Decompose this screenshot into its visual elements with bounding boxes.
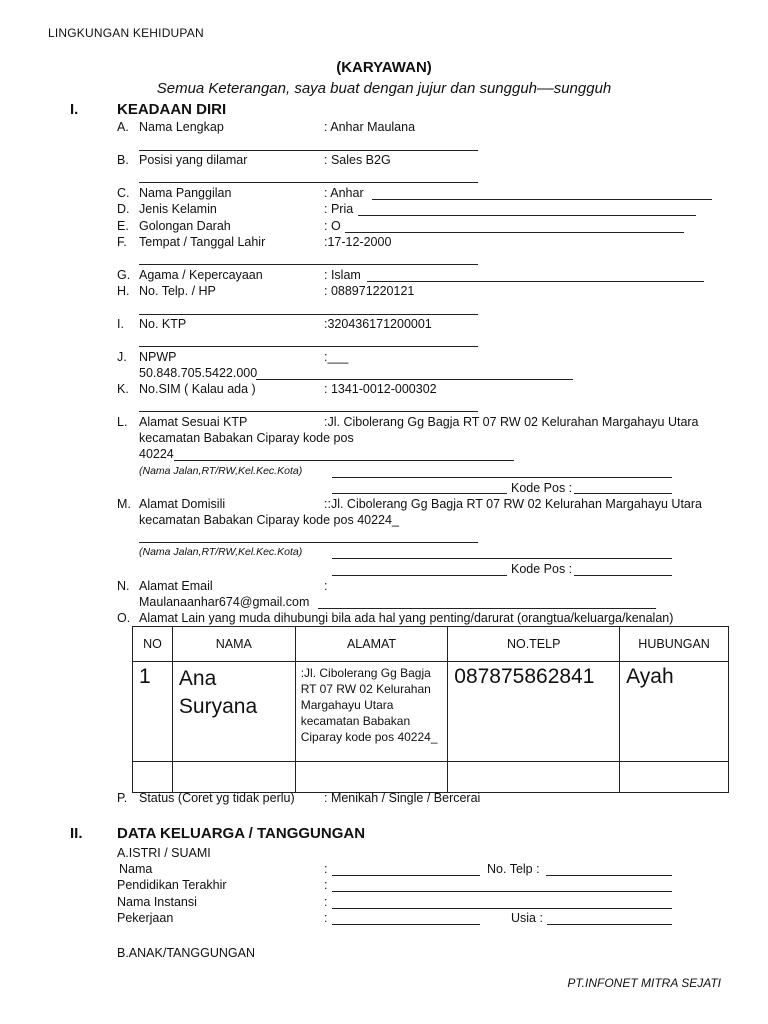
field-label-instansi: Nama Instansi bbox=[117, 895, 197, 909]
cell-hubungan: Ayah bbox=[620, 662, 729, 762]
row-letter: C. bbox=[117, 186, 130, 200]
row-letter: H. bbox=[117, 284, 130, 298]
underline bbox=[318, 608, 656, 609]
form-title: (KARYAWAN) bbox=[336, 59, 432, 76]
kode-pos-blank bbox=[574, 575, 672, 576]
section-title: KEADAAN DIRI bbox=[117, 101, 227, 118]
cell-empty bbox=[620, 762, 729, 793]
field-hint: (Nama Jalan,RT/RW,Kel.Kec.Kota) bbox=[139, 546, 303, 558]
field-label-email: Alamat Email bbox=[139, 579, 213, 593]
cell-telp: 087875862841 bbox=[448, 662, 620, 762]
cell-nama: Ana Suryana bbox=[172, 662, 295, 762]
form-subtitle: Semua Keterangan, saya buat dengan jujur dan sungguh––sungguh bbox=[156, 80, 612, 97]
field-label-nama-panggilan: Nama Panggilan bbox=[139, 186, 232, 200]
field-label-sim: No.SIM ( Kalau ada ) bbox=[139, 382, 256, 396]
underline bbox=[332, 891, 672, 892]
field-label-ktp: No. KTP bbox=[139, 317, 187, 331]
field-label-agama: Agama / Kepercayaan bbox=[139, 268, 263, 282]
cell-alamat: :Jl. Cibolerang Gg Bagja RT 07 RW 02 Kelurahan Margahayu Utara kecamatan Babakan Ciparay kode pos 40224_ bbox=[295, 662, 448, 762]
field-value-golongan-darah: : O bbox=[324, 219, 341, 233]
cell-empty bbox=[172, 762, 295, 793]
kode-pos-label: Kode Pos : bbox=[511, 481, 573, 495]
column-header: NO bbox=[133, 627, 173, 662]
row-letter: K. bbox=[117, 382, 129, 396]
field-label-usia: Usia : bbox=[511, 911, 543, 925]
underline bbox=[139, 314, 478, 315]
underline bbox=[139, 182, 478, 183]
underline bbox=[332, 908, 672, 909]
subsection-anak-tanggungan: B.ANAK/TANGGUNGAN bbox=[117, 946, 255, 960]
underline bbox=[358, 215, 696, 216]
field-value-jenis-kelamin: : Pria bbox=[324, 202, 354, 216]
underline bbox=[332, 558, 672, 559]
field-value-alamat-domisili-line2: kecamatan Babakan Ciparay kode pos 40224_ bbox=[139, 513, 399, 527]
column-header: NAMA bbox=[172, 627, 295, 662]
column-header: NO.TELP bbox=[448, 627, 620, 662]
field-value-email-colon: : bbox=[324, 579, 328, 593]
kode-pos-label: Kode Pos : bbox=[511, 562, 573, 576]
row-letter: P. bbox=[117, 791, 128, 805]
field-hint: (Nama Jalan,RT/RW,Kel.Kec.Kota) bbox=[139, 465, 303, 477]
row-letter: L. bbox=[117, 415, 128, 429]
row-letter: G. bbox=[117, 268, 131, 282]
field-value-agama: : Islam bbox=[324, 268, 361, 282]
underline bbox=[139, 411, 478, 412]
document-header: LINGKUNGAN KEHIDUPAN bbox=[48, 26, 204, 40]
field-value-nama-lengkap: : Anhar Maulana bbox=[324, 120, 416, 134]
field-label-alamat-ktp: Alamat Sesuai KTP bbox=[139, 415, 248, 429]
field-label-npwp: NPWP bbox=[139, 350, 177, 364]
row-letter: D. bbox=[117, 202, 130, 216]
emergency-contact-table bbox=[132, 626, 729, 793]
field-value-alamat-ktp: :Jl. Cibolerang Gg Bagja RT 07 RW 02 Kelurahan Margahayu Utara bbox=[324, 415, 699, 429]
field-label-nama-lengkap: Nama Lengkap bbox=[139, 120, 224, 134]
subsection-istri-suami: A.ISTRI / SUAMI bbox=[117, 846, 211, 860]
field-value-email: Maulanaanhar674@gmail.com bbox=[139, 595, 310, 609]
underline bbox=[139, 150, 478, 151]
company-footer: PT.INFONET MITRA SEJATI bbox=[567, 976, 721, 990]
row-letter: A. bbox=[117, 120, 129, 134]
field-label-telp: No. Telp. / HP bbox=[139, 284, 216, 298]
row-letter: I. bbox=[117, 317, 124, 331]
field-value-npwp-blank: :___ bbox=[324, 350, 349, 364]
section-number: I. bbox=[70, 101, 79, 118]
field-value-nama-panggilan: : Anhar bbox=[324, 186, 364, 200]
field-label-nama: Nama bbox=[119, 862, 153, 876]
row-letter: F. bbox=[117, 235, 127, 249]
cell-empty bbox=[295, 762, 448, 793]
colon: : bbox=[324, 895, 328, 909]
row-letter: O. bbox=[117, 611, 131, 625]
underline bbox=[332, 575, 507, 576]
field-label-ttl: Tempat / Tanggal Lahir bbox=[139, 235, 266, 249]
underline bbox=[547, 924, 672, 925]
field-value-telp: : 088971220121 bbox=[324, 284, 415, 298]
underline bbox=[546, 875, 672, 876]
row-letter: E. bbox=[117, 219, 129, 233]
field-value-ktp: :320436171200001 bbox=[324, 317, 432, 331]
underline bbox=[139, 542, 478, 543]
field-value-posisi: : Sales B2G bbox=[324, 153, 391, 167]
field-value-alamat-ktp-line2: kecamatan Babakan Ciparay kode pos bbox=[139, 431, 354, 445]
table-header-row bbox=[133, 627, 729, 662]
row-letter: J. bbox=[117, 350, 127, 364]
underline bbox=[372, 199, 712, 200]
underline bbox=[332, 924, 480, 925]
field-value-ttl: :17-12-2000 bbox=[324, 235, 392, 249]
field-value-alamat-ktp-line3: 40224 bbox=[139, 447, 174, 461]
column-header: ALAMAT bbox=[295, 627, 448, 662]
row-letter: N. bbox=[117, 579, 130, 593]
underline bbox=[332, 493, 507, 494]
cell-no: 1 bbox=[133, 662, 173, 762]
cell-empty bbox=[133, 762, 173, 793]
underline bbox=[332, 477, 672, 478]
underline bbox=[139, 346, 478, 347]
field-value-sim: : 1341-0012-000302 bbox=[324, 382, 437, 396]
row-letter: B. bbox=[117, 153, 129, 167]
underline bbox=[256, 379, 573, 380]
underline bbox=[332, 875, 480, 876]
field-value-status: : Menikah / Single / Bercerai bbox=[324, 791, 481, 805]
table-row bbox=[133, 662, 729, 762]
field-label-posisi: Posisi yang dilamar bbox=[139, 153, 248, 167]
field-label-no-telp: No. Telp : bbox=[487, 862, 540, 876]
field-label-golongan-darah: Golongan Darah bbox=[139, 219, 231, 233]
cell-empty bbox=[448, 762, 620, 793]
row-letter: M. bbox=[117, 497, 131, 511]
field-label-jenis-kelamin: Jenis Kelamin bbox=[139, 202, 217, 216]
table-row-empty bbox=[133, 762, 729, 793]
field-label-status: Status (Coret yg tidak perlu) bbox=[139, 791, 295, 805]
field-label-pekerjaan: Pekerjaan bbox=[117, 911, 174, 925]
field-value-alamat-domisili: ::Jl. Cibolerang Gg Bagja RT 07 RW 02 Kelurahan Margahayu Utara bbox=[324, 497, 702, 511]
colon: : bbox=[324, 911, 328, 925]
kode-pos-blank bbox=[574, 493, 672, 494]
underline bbox=[139, 264, 478, 265]
colon: : bbox=[324, 878, 328, 892]
underline bbox=[345, 232, 684, 233]
field-label-alamat-domisili: Alamat Domisili bbox=[139, 497, 226, 511]
underline bbox=[174, 460, 514, 461]
section-title: DATA KELUARGA / TANGGUNGAN bbox=[117, 825, 366, 842]
section-number: II. bbox=[70, 825, 83, 842]
field-value-npwp: 50.848.705.5422.000 bbox=[139, 366, 258, 380]
field-label-alamat-darurat: Alamat Lain yang muda dihubungi bila ada hal yang penting/darurat (orangtua/keluarga/kenalan) bbox=[139, 611, 674, 625]
field-label-pendidikan: Pendidikan Terakhir bbox=[117, 878, 227, 892]
column-header: HUBUNGAN bbox=[620, 627, 729, 662]
colon: : bbox=[324, 862, 328, 876]
underline bbox=[367, 281, 704, 282]
